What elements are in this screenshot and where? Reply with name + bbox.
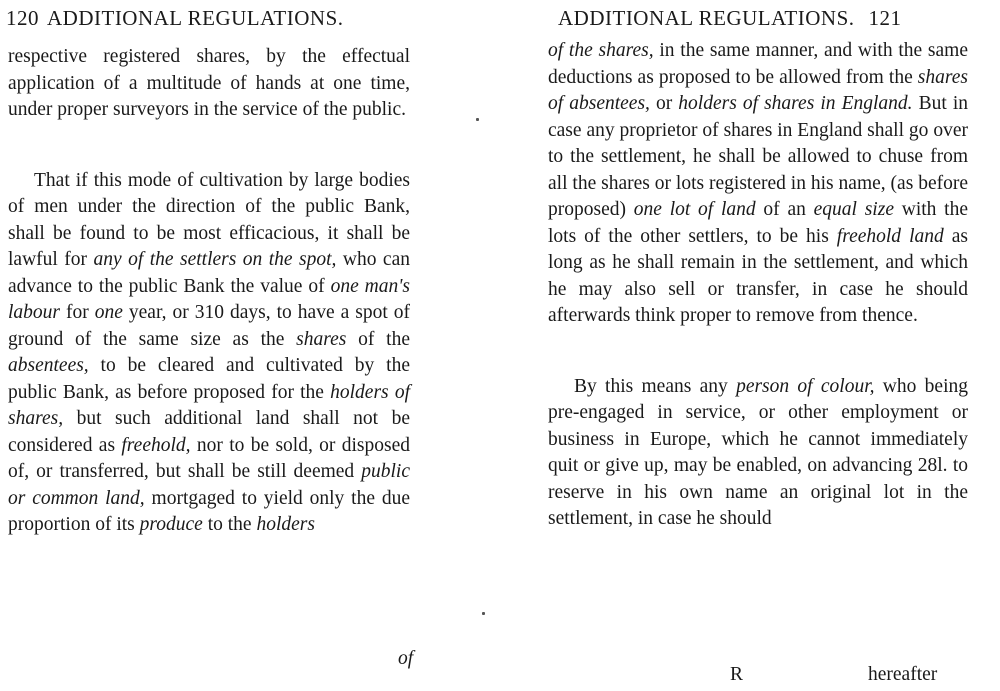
text-run: of an <box>755 199 814 220</box>
left-page-number: 120 <box>6 6 39 30</box>
italic-run: holders of shares, <box>8 381 410 429</box>
italic-run: freehold, <box>121 434 191 456</box>
italic-run: shares <box>296 328 347 350</box>
right-page <box>520 0 1000 691</box>
text-run: mortgaged to yield only the due proportion of its <box>8 487 410 535</box>
text-run: to the <box>202 514 257 535</box>
italic-run: one <box>94 302 123 323</box>
text-run: as long as he shall remain in the settlement, and which he may also sell or transfer, in case he should afterwards think proper to remove from thence. <box>548 225 968 326</box>
signature-mark: R <box>730 664 744 685</box>
italic-run: public or common land, <box>8 461 410 509</box>
text-run: of the <box>346 328 410 350</box>
text-run: But in case any proprietor of shares in England shall go over to the settlement, he shall be allowed to chuse from all the shares or lots registered in his name, (as before proposed) <box>548 93 968 220</box>
italic-run: any of the settlers on the spot, <box>93 249 337 270</box>
page-gutter <box>470 0 520 691</box>
text-run: By this means any <box>574 375 737 397</box>
italic-run: holders of shares in England. <box>678 93 913 114</box>
italic-run: person of colour, <box>736 375 875 397</box>
right-page-number: 121 <box>868 6 902 30</box>
text-run: for <box>60 302 95 323</box>
right-paragraph-2 <box>548 374 968 533</box>
left-running-title: ADDITIONAL REGULATIONS. <box>47 6 344 30</box>
italic-run: one man's labour <box>8 275 410 323</box>
right-running-head <box>558 6 902 31</box>
italic-run: absentees, <box>8 355 89 376</box>
text-run: to be cleared and cultivated by the public Bank, as before proposed for the <box>8 355 410 403</box>
italic-run: produce <box>139 514 203 535</box>
text-run: or <box>649 93 679 114</box>
text-run: nor to be sold, or disposed of, or transferred, but shall be still deemed <box>8 434 410 482</box>
right-paragraph-1 <box>548 38 968 330</box>
italic-run: holders <box>256 514 315 535</box>
text-run: with the lots of the other settlers, to be his <box>548 199 968 247</box>
left-body-text <box>8 44 410 539</box>
left-page <box>0 0 470 691</box>
right-catchword: hereafter <box>868 664 938 685</box>
text-run: in the same manner, and with the same deductions as proposed to be allowed from the <box>548 40 968 88</box>
text-run: but such additional land shall not be considered as <box>8 408 410 456</box>
text-run: who being pre-engaged in service, or other employment or business in Europe, which he cannot immediately quit or give up, may be enabled, on advancing 28l. to reserve in his own name an original lot in the settlement, in case he should <box>548 375 968 529</box>
text-run: year, or 310 days, to have a spot of ground of the same size as the <box>8 302 410 350</box>
italic-run: equal size <box>813 199 894 220</box>
left-paragraph-1: respective registered shares, by the effectual application of a multitude of hands at one time, under proper surveyors in the service of the public. <box>8 46 410 120</box>
left-running-head <box>6 6 344 31</box>
italic-run: freehold land <box>836 225 944 247</box>
right-body-text <box>548 38 968 533</box>
right-running-title: ADDITIONAL REGULATIONS. <box>558 6 855 30</box>
italic-run: of the shares, <box>548 40 654 61</box>
left-paragraph-2 <box>8 168 410 539</box>
italic-run: one lot of land <box>633 199 756 220</box>
italic-run: shares of absentees, <box>548 66 968 114</box>
text-run: That if this mode of cultivation by large bodies of men under the direction of the public Bank, shall be found to be most efficacious, it shall be lawful for <box>8 169 410 270</box>
left-catchword: of <box>398 648 414 669</box>
text-run: who can advance to the public Bank the value of <box>8 249 410 297</box>
